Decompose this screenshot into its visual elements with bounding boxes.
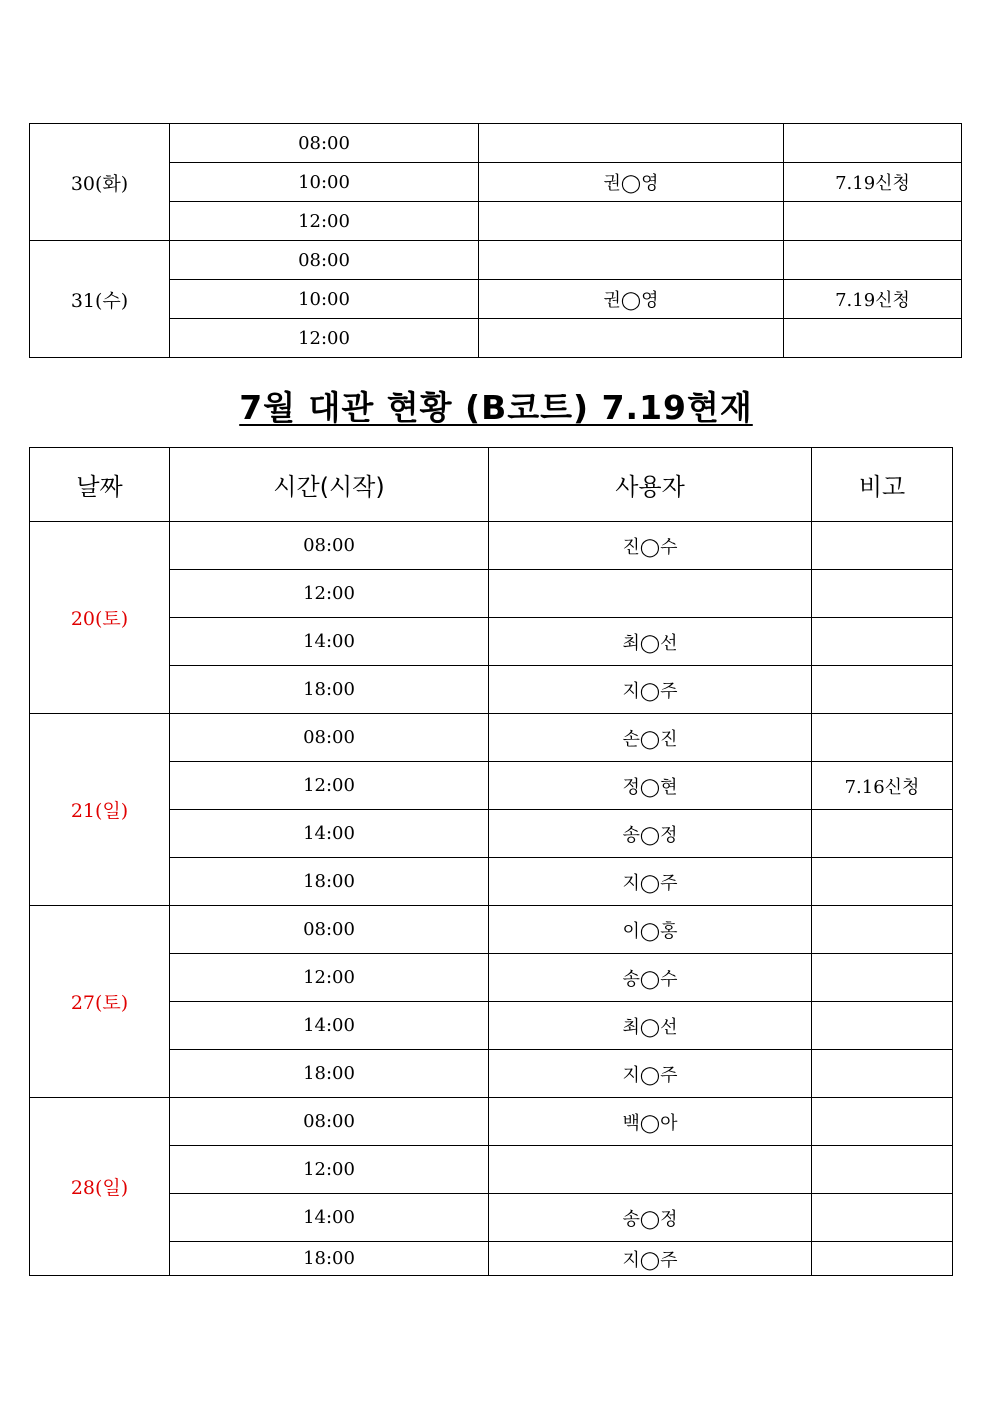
user-cell: 권◯영 bbox=[479, 163, 784, 202]
note-cell bbox=[784, 124, 962, 163]
table-row bbox=[30, 241, 962, 280]
table-row bbox=[30, 522, 953, 570]
schedule-table-a bbox=[29, 123, 962, 358]
note-cell bbox=[812, 666, 953, 714]
table-row bbox=[30, 202, 962, 241]
page-title bbox=[0, 382, 992, 429]
user-cell: 최◯선 bbox=[489, 1002, 812, 1050]
user-cell: 지◯주 bbox=[489, 858, 812, 906]
schedule-table-b bbox=[29, 447, 953, 1276]
user-cell: 송◯정 bbox=[489, 1194, 812, 1242]
note-cell: 7.16신청 bbox=[812, 762, 953, 810]
table-row bbox=[30, 124, 962, 163]
time-cell: 08:00 bbox=[170, 124, 479, 163]
note-cell bbox=[784, 202, 962, 241]
note-cell bbox=[784, 241, 962, 280]
note-cell bbox=[812, 1050, 953, 1098]
header-time: 시간(시작) bbox=[170, 448, 489, 522]
time-cell: 12:00 bbox=[170, 202, 479, 241]
date-cell: 21(일) bbox=[30, 714, 170, 906]
user-cell: 지◯주 bbox=[489, 666, 812, 714]
note-cell bbox=[812, 1242, 953, 1276]
user-cell: 백◯아 bbox=[489, 1098, 812, 1146]
header-user: 사용자 bbox=[489, 448, 812, 522]
time-cell: 18:00 bbox=[170, 666, 489, 714]
note-cell: 7.19신청 bbox=[784, 280, 962, 319]
note-cell bbox=[812, 1098, 953, 1146]
user-cell bbox=[479, 202, 784, 241]
date-cell: 20(토) bbox=[30, 522, 170, 714]
user-cell bbox=[489, 570, 812, 618]
note-cell bbox=[812, 714, 953, 762]
note-cell bbox=[812, 522, 953, 570]
user-cell: 권◯영 bbox=[479, 280, 784, 319]
note-cell: 7.19신청 bbox=[784, 163, 962, 202]
time-cell: 10:00 bbox=[170, 163, 479, 202]
user-cell bbox=[489, 1146, 812, 1194]
user-cell: 손◯진 bbox=[489, 714, 812, 762]
user-cell bbox=[479, 241, 784, 280]
user-cell: 정◯현 bbox=[489, 762, 812, 810]
time-cell: 12:00 bbox=[170, 762, 489, 810]
user-cell: 송◯정 bbox=[489, 810, 812, 858]
time-cell: 08:00 bbox=[170, 522, 489, 570]
note-cell bbox=[812, 1194, 953, 1242]
time-cell: 08:00 bbox=[170, 906, 489, 954]
header-note: 비고 bbox=[812, 448, 953, 522]
user-cell: 이◯홍 bbox=[489, 906, 812, 954]
date-cell: 30(화) bbox=[30, 124, 170, 241]
date-cell: 27(토) bbox=[30, 906, 170, 1098]
time-cell: 08:00 bbox=[170, 1098, 489, 1146]
user-cell: 지◯주 bbox=[489, 1242, 812, 1276]
note-cell bbox=[812, 858, 953, 906]
date-cell: 31(수) bbox=[30, 241, 170, 358]
user-cell: 최◯선 bbox=[489, 618, 812, 666]
note-cell bbox=[812, 1146, 953, 1194]
table-row bbox=[30, 280, 962, 319]
table-row bbox=[30, 1098, 953, 1146]
note-cell bbox=[812, 906, 953, 954]
note-cell bbox=[812, 1002, 953, 1050]
note-cell bbox=[812, 810, 953, 858]
time-cell: 08:00 bbox=[170, 714, 489, 762]
time-cell: 18:00 bbox=[170, 1050, 489, 1098]
note-cell bbox=[812, 954, 953, 1002]
time-cell: 12:00 bbox=[170, 1146, 489, 1194]
time-cell: 12:00 bbox=[170, 570, 489, 618]
note-cell bbox=[784, 319, 962, 358]
user-cell bbox=[479, 124, 784, 163]
time-cell: 12:00 bbox=[170, 954, 489, 1002]
table-row bbox=[30, 163, 962, 202]
note-cell bbox=[812, 618, 953, 666]
time-cell: 14:00 bbox=[170, 1002, 489, 1050]
time-cell: 14:00 bbox=[170, 1194, 489, 1242]
date-cell: 28(일) bbox=[30, 1098, 170, 1276]
user-cell bbox=[479, 319, 784, 358]
note-cell bbox=[812, 570, 953, 618]
table-row bbox=[30, 906, 953, 954]
table-row bbox=[30, 714, 953, 762]
time-cell: 08:00 bbox=[170, 241, 479, 280]
time-cell: 18:00 bbox=[170, 1242, 489, 1276]
time-cell: 14:00 bbox=[170, 618, 489, 666]
header-row bbox=[30, 448, 953, 522]
table-row bbox=[30, 319, 962, 358]
user-cell: 지◯주 bbox=[489, 1050, 812, 1098]
header-date: 날짜 bbox=[30, 448, 170, 522]
time-cell: 10:00 bbox=[170, 280, 479, 319]
user-cell: 송◯수 bbox=[489, 954, 812, 1002]
user-cell: 진◯수 bbox=[489, 522, 812, 570]
page-title-text: 7월 대관 현황 (B코트) 7.19현재 bbox=[239, 388, 753, 427]
time-cell: 14:00 bbox=[170, 810, 489, 858]
time-cell: 12:00 bbox=[170, 319, 479, 358]
time-cell: 18:00 bbox=[170, 858, 489, 906]
